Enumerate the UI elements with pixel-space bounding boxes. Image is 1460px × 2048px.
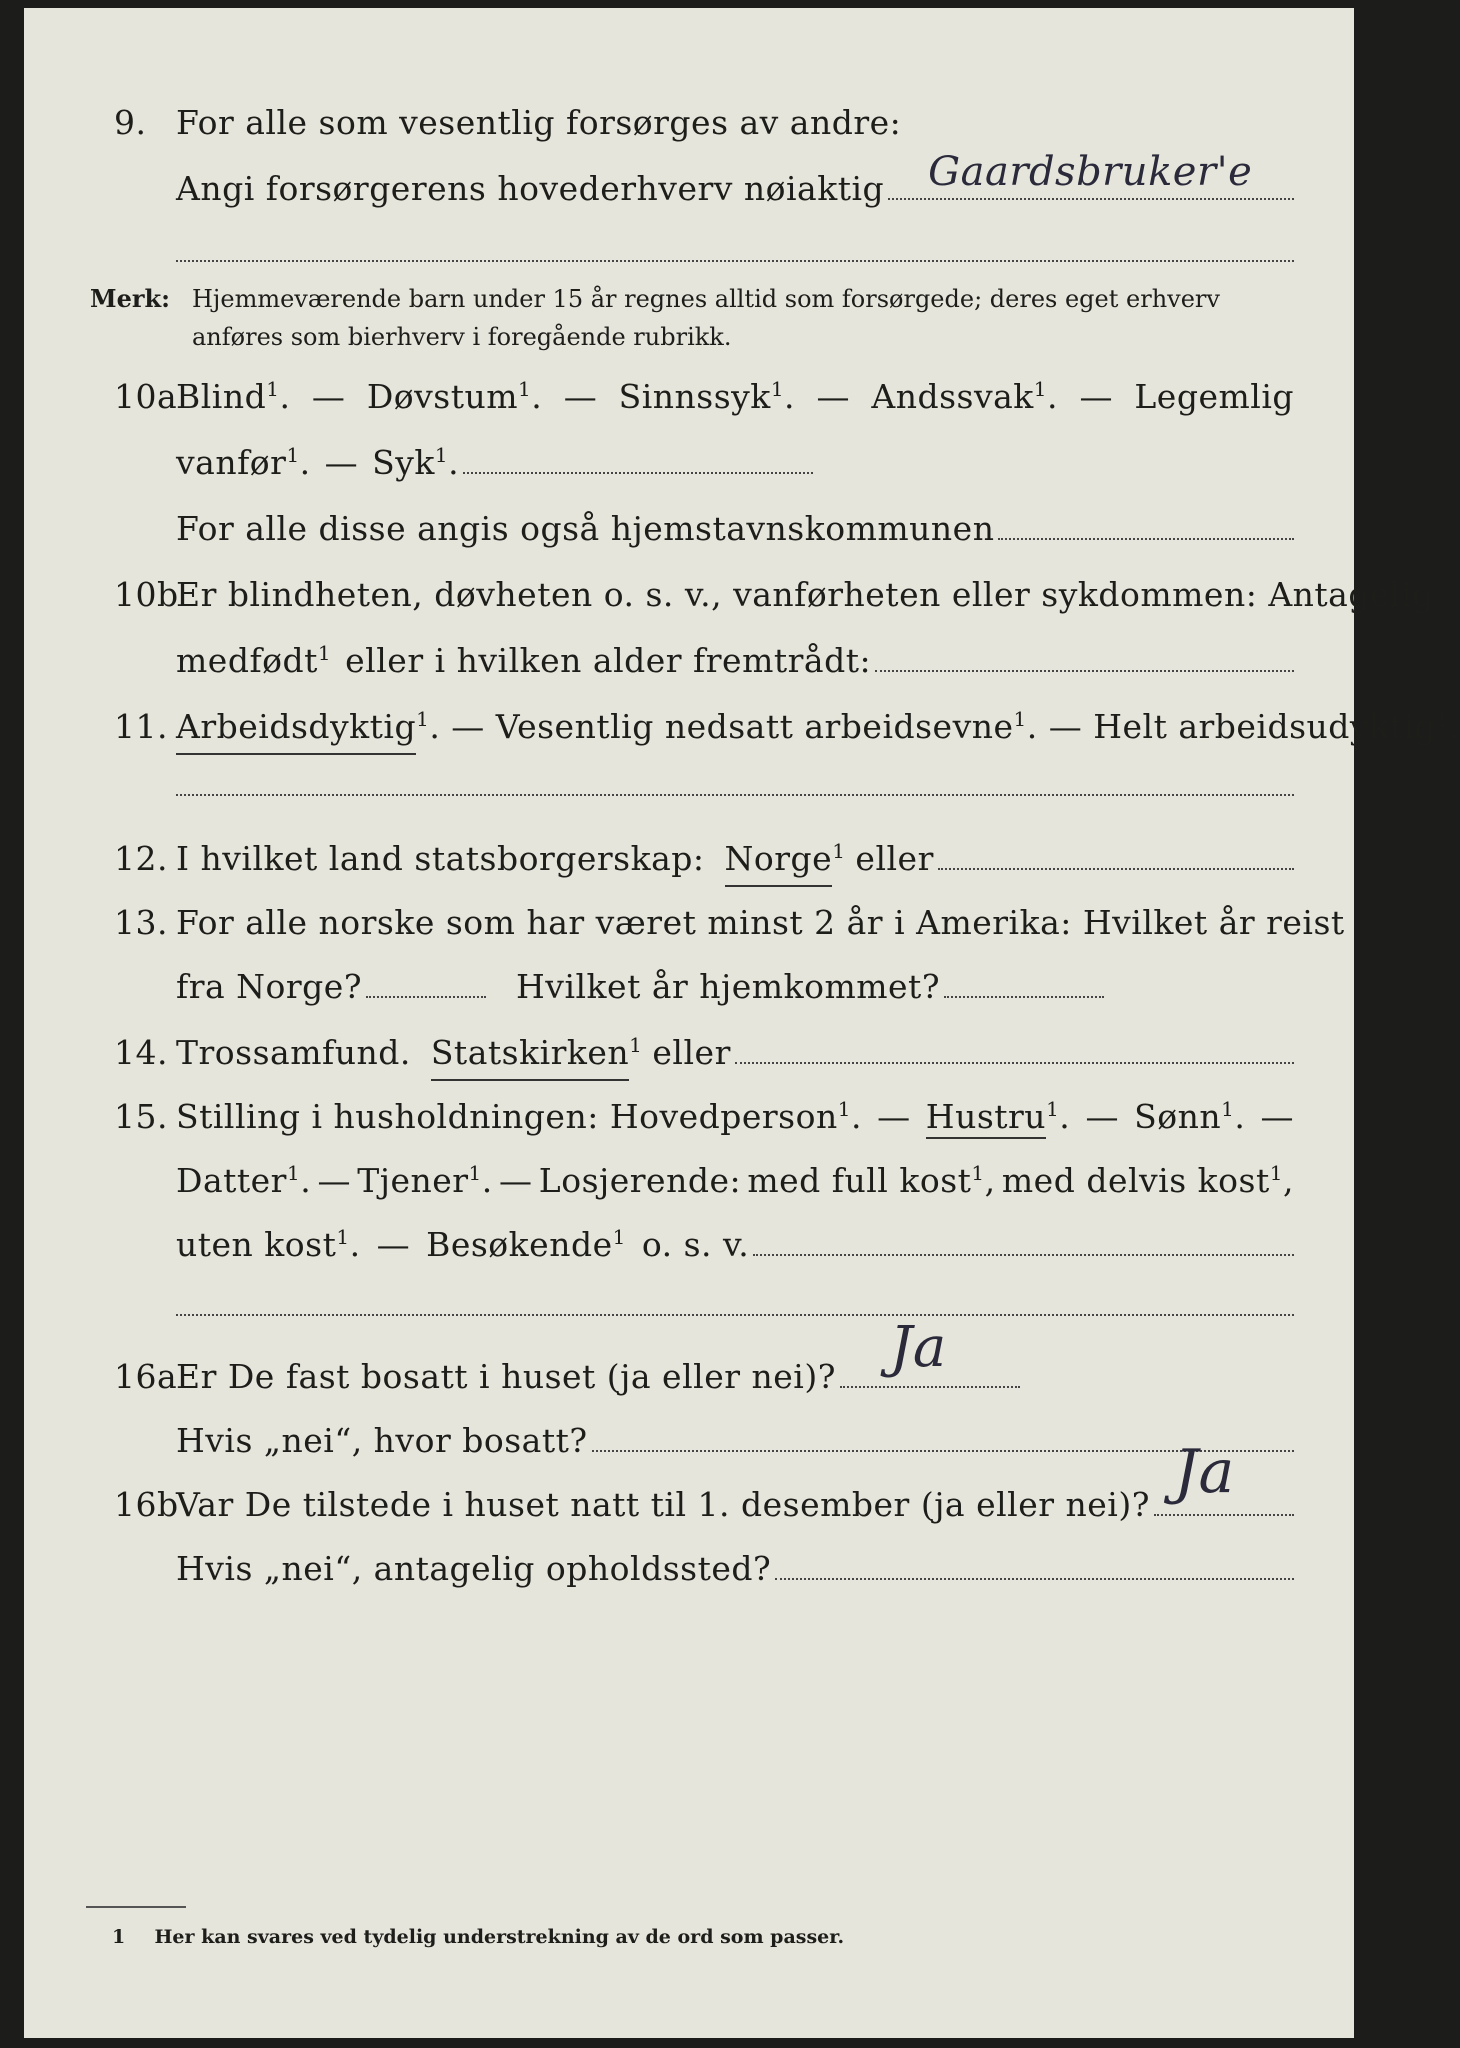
opt-syk[interactable]: Syk$^1$.	[372, 443, 460, 482]
opt-datter[interactable]: Datter$^1$.	[176, 1161, 312, 1200]
q14-trossamfund-field[interactable]	[735, 1034, 1294, 1064]
merk-label: Merk:	[90, 284, 170, 313]
q10b-row-2	[24, 636, 1354, 686]
opt-hustru[interactable]: Hustru$^1$.	[926, 1092, 1071, 1146]
opt-blind[interactable]: Blind$^1$.	[176, 377, 291, 416]
opt-medfodt[interactable]: medfødt$^1$	[176, 641, 332, 680]
merk-note	[90, 280, 1310, 356]
q15-row-2: Datter$^1$. — Tjener$^1$. — Losjerende: med full kost$^1$, med delvis kost$^1$,	[24, 1156, 1354, 1206]
q13-line-1: For alle norske som har været minst 2 år i Amerika: Hvilket år reist	[176, 903, 1345, 942]
q10a-row-3	[24, 504, 1354, 554]
q16b-number: 16b	[114, 1485, 179, 1524]
q13-reist-field[interactable]	[366, 968, 486, 998]
q12-row: 12. I hvilket land statsborgerskap: Norge 1 eller	[24, 834, 1354, 884]
q15-extra-line	[176, 1312, 1294, 1316]
q10b-line-1: Er blindheten, døvheten o. s. v., vanførheten eller sykdommen: Antagelig	[176, 575, 1434, 614]
dash: —	[324, 443, 359, 482]
q15-number: 15.	[114, 1097, 168, 1136]
opt-statskirken[interactable]: Statskirken	[431, 1028, 629, 1081]
q10a-syk-field[interactable]	[463, 444, 813, 474]
opt-besokende[interactable]: Besøkende$^1$	[426, 1225, 626, 1264]
dash: —	[816, 377, 850, 416]
q11-extra-line	[176, 792, 1294, 796]
merk-text: Hjemmeværende barn under 15 år regnes alltid som forsørgede; deres eget erhverv anføres som bierhverv i foregående rubrikk.	[192, 285, 1220, 351]
q9-answer-field[interactable]	[888, 149, 1294, 200]
q16a-answer-field[interactable]	[840, 1315, 1020, 1388]
q14-label: Trossamfund.	[176, 1033, 411, 1072]
q16a-line-2: Hvis „nei“, hvor bosatt?	[176, 1421, 588, 1460]
opt-vanfor[interactable]: vanfør$^1$.	[176, 443, 311, 482]
footnote-text: Her kan svares ved tydelig understrekning av de ord som passer.	[154, 1926, 845, 1948]
q16a-line-1: Er De fast bosatt i huset (ja eller nei)?	[176, 1357, 836, 1396]
opt-andssvak[interactable]: Andssvak$^1$.	[871, 377, 1059, 416]
q15-row-3: uten kost$^1$. — Besøkende$^1$ o. s. v.	[24, 1220, 1354, 1270]
q9-line-1: For alle som vesentlig forsørges av andre:	[176, 103, 902, 142]
q12-eller: eller	[855, 839, 934, 878]
opt-full-kost[interactable]: med full kost$^1$,	[747, 1161, 996, 1200]
q9-row-1	[24, 98, 1354, 148]
census-form-page	[24, 8, 1460, 2038]
q10b-row-1	[24, 570, 1434, 620]
dash: —	[1079, 377, 1113, 416]
q10a-row-2	[24, 438, 1354, 488]
q13-hjemkommet-label: Hvilket år hjemkommet?	[516, 967, 941, 1006]
opt-legemlig[interactable]: Legemlig	[1134, 377, 1294, 416]
dash: —	[563, 377, 598, 416]
q13-number: 13.	[114, 903, 168, 942]
q16b-answer-field[interactable]	[1154, 1437, 1294, 1516]
q16a-row-1	[24, 1315, 1354, 1402]
opt-norge[interactable]: Norge	[725, 834, 833, 887]
q15-stilling-field[interactable]	[753, 1226, 1294, 1256]
q9-number: 9.	[114, 103, 147, 142]
q16a-handwritten-answer: Ja	[889, 1315, 947, 1380]
opt-helt-arbeidsudyktig[interactable]: . — Helt arbeidsudyktig	[1026, 707, 1437, 746]
q13-row-1	[24, 898, 1354, 948]
q16b-line-2: Hvis „nei“, antagelig opholdssted?	[176, 1549, 772, 1588]
q14-number: 14.	[114, 1033, 168, 1072]
footnote-rule	[86, 1906, 186, 1908]
q13-row-2	[24, 962, 1354, 1012]
opt-sinnssyk[interactable]: Sinnssyk$^1$.	[618, 377, 796, 416]
losjerende-label: Losjerende:	[538, 1161, 742, 1200]
q10a-number: 10a	[114, 377, 178, 416]
footnote	[112, 1926, 844, 1948]
q10a-row-1	[24, 372, 1354, 422]
opt-delvis-kost[interactable]: med delvis kost$^1$,	[1001, 1161, 1294, 1200]
dash: —	[311, 377, 346, 416]
opt-vesentlig-nedsatt[interactable]: . — Vesentlig nedsatt arbeidsevne	[429, 707, 1014, 746]
q11-number: 11.	[114, 707, 168, 746]
q10b-alder-field[interactable]	[875, 642, 1294, 672]
q16b-row-2	[24, 1544, 1354, 1594]
q13-reist-label: fra Norge?	[176, 967, 363, 1006]
q15-osv: o. s. v.	[641, 1225, 750, 1264]
q14-eller: eller	[652, 1033, 731, 1072]
q16a-number: 16a	[114, 1357, 178, 1396]
q13-hjemkommet-field[interactable]	[944, 968, 1104, 998]
q12-text: I hvilket land statsborgerskap:	[176, 839, 705, 878]
q9-handwritten-answer: Gaardsbruker'e	[928, 149, 1253, 195]
q16b-opholdssted-field[interactable]	[775, 1550, 1294, 1580]
opt-sonn[interactable]: Sønn$^1$.	[1134, 1097, 1246, 1136]
opt-dovstum[interactable]: Døvstum$^1$.	[366, 377, 543, 416]
opt-uten-kost[interactable]: uten kost$^1$.	[176, 1225, 361, 1264]
opt-hovedperson[interactable]: Stilling i husholdningen: Hovedperson$^1$.	[176, 1097, 862, 1136]
q16b-handwritten-answer: Ja	[1173, 1437, 1235, 1507]
q10b-number: 10b	[114, 575, 179, 614]
q16a-row-2	[24, 1416, 1354, 1466]
q11-row: 11. Arbeidsdyktig 1 . — Vesentlig nedsatt arbeidsevne 1 . — Helt arbeidsudyktig 1 .	[24, 702, 1354, 752]
q12-number: 12.	[114, 839, 168, 878]
hjemstavnskommune-field[interactable]	[998, 510, 1294, 540]
q15-row-1: 15. Stilling i husholdningen: Hovedperson$^1$. — Hustru$^1$. — Sønn$^1$. —	[24, 1092, 1354, 1142]
opt-arbeidsdyktig[interactable]: Arbeidsdyktig	[176, 702, 416, 755]
q12-land-field[interactable]	[938, 840, 1294, 870]
q10b-line-2: eller i hvilken alder fremtrådt:	[345, 641, 872, 680]
q16b-line-1: Var De tilstede i huset natt til 1. desember (ja eller nei)?	[176, 1485, 1150, 1524]
q9-row-2	[24, 149, 1354, 214]
opt-tjener[interactable]: Tjener$^1$.	[357, 1161, 493, 1200]
footnote-mark: 1	[112, 1926, 126, 1948]
q10a-line-3: For alle disse angis også hjemstavnskommunen	[176, 509, 995, 548]
q9-extra-line	[176, 258, 1294, 262]
q9-line-2: Angi forsørgerens hovederhverv nøiaktig	[176, 169, 885, 208]
q14-row: 14. Trossamfund. Statskirken 1 eller	[24, 1028, 1354, 1078]
